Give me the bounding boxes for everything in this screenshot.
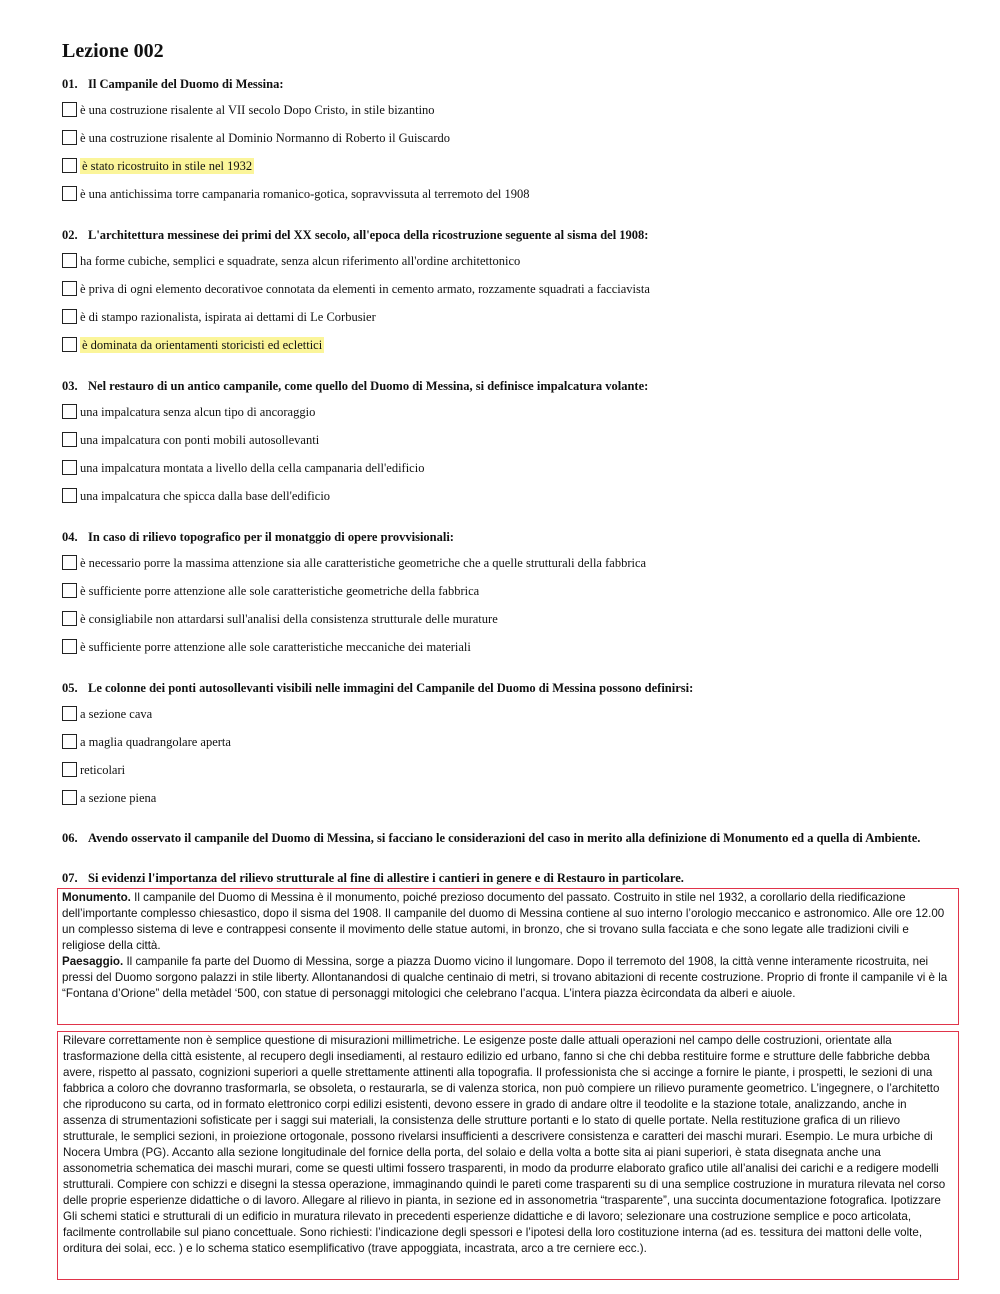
paesaggio-paragraph	[62, 954, 954, 1002]
question-number: 07.	[62, 871, 78, 885]
question-01	[62, 74, 962, 212]
paesaggio-text: Il campanile fa parte del Duomo di Messina, sorge a piazza Duomo vicino il lungomare. Dopo il terremoto del 1908, la città venne interamente ricostruita, nei pressi del Duomo sorgono palazzi in stile liberty. Allontanandosi di qualche centinaio di metri, si trovano abitazioni di recente costruzione. Proprio di fronte il campanile vi è la “Fontana d’Orione” della metàdel ‘500, con statue di personaggi mitologici che celebrano l’acqua. L’intera piazza ècircondata da alberi e aiuole.	[62, 955, 948, 1000]
answer-option[interactable]	[62, 732, 962, 760]
page-title: Lezione 002	[62, 40, 164, 62]
option-text: è una costruzione risalente al Dominio Normanno di Roberto il Guiscardo	[80, 131, 451, 145]
answer-option[interactable]	[62, 100, 962, 128]
answer-option[interactable]	[62, 486, 962, 514]
question-text: Si evidenzi l'importanza del rilievo strutturale al fine di allestire i cantieri in genere e di Restauro in particolare.	[88, 871, 684, 885]
question-heading	[62, 527, 962, 547]
answer-option-highlighted[interactable]	[62, 335, 962, 363]
answer-option[interactable]	[62, 307, 962, 335]
answer-option[interactable]	[62, 637, 962, 665]
answer-option[interactable]	[62, 553, 962, 581]
answer-option[interactable]	[62, 402, 962, 430]
checkbox[interactable]	[62, 583, 77, 598]
checkbox[interactable]	[62, 309, 77, 324]
checkbox[interactable]	[62, 281, 77, 296]
option-text: a sezione piena	[80, 791, 157, 805]
question-heading	[62, 376, 962, 396]
checkbox[interactable]	[62, 186, 77, 201]
question-07	[62, 871, 684, 886]
option-text: è una antichissima torre campanaria romanico-gotica, sopravvissuta al terremoto del 1908	[80, 187, 530, 201]
question-text: Nel restauro di un antico campanile, come quello del Duomo di Messina, si definisce impalcatura volante:	[88, 379, 649, 393]
question-heading	[62, 74, 962, 94]
checkbox[interactable]	[62, 253, 77, 268]
option-text: è sufficiente porre attenzione alle sole caratteristiche meccaniche dei materiali	[80, 640, 471, 654]
checkbox[interactable]	[62, 762, 77, 777]
option-text: a sezione cava	[80, 707, 153, 721]
option-text: una impalcatura che spicca dalla base dell'edificio	[80, 489, 331, 503]
option-text: una impalcatura senza alcun tipo di ancoraggio	[80, 405, 316, 419]
option-text: è priva di ogni elemento decorativoe connotata da elementi in cemento armato, rozzamente squadrati a facciavista	[80, 282, 650, 296]
option-text: una impalcatura montata a livello della cella campanaria dell'edificio	[80, 461, 425, 475]
question-text: Le colonne dei ponti autosollevanti visibili nelle immagini del Campanile del Duomo di Messina possono definirsi:	[88, 681, 694, 695]
answer-box-07[interactable]	[57, 1031, 959, 1280]
checkbox[interactable]	[62, 488, 77, 503]
question-text: In caso di rilievo topografico per il monatggio di opere provvisionali:	[88, 530, 454, 544]
question-number: 04.	[62, 530, 78, 544]
answer-option[interactable]	[62, 128, 962, 156]
question-number: 02.	[62, 228, 78, 242]
checkbox[interactable]	[62, 460, 77, 475]
option-text: è una costruzione risalente al VII secolo Dopo Cristo, in stile bizantino	[80, 103, 435, 117]
question-04	[62, 527, 962, 665]
answer-text: Rilevare correttamente non è semplice questione di misurazioni millimetriche. Le esigenze poste dalle attuali operazioni nel campo delle costruzioni, orientate alla trasformazione della città esistente, al recupero degli insediamenti, al restauro edilizio ed urbano, fanno si che chi debba restituire forme e strutture delle fabbriche debba avere, rispetto al passato, cognizioni superiori a quelle strettamente attinenti alla topografia. Il professionista che si accinge a fornire le piante, i prospetti, le sezioni di una fabbrica a coloro che dovranno trasformarla, se obsoleta, o restaurarla, se di valenza storica, non può compiere un rilievo puramente geometrico. L’ingegnere, o l’architetto che riproducono su carta, od in formato elettronico corpi edilizi esistenti, devono essere in grado di andare oltre il teodolite e la stazione totale, analizzando, anche in assenza di strumentazioni sofisticate per i saggi sui materiali, la consistenza delle strutture portanti e lo stato di quelle portate. Nella restituzione grafica di un rilievo strutturale, le semplici sezioni, in proiezione ortogonale, possono rivelarsi insufficienti a descrivere consistenza e caratteri dei maschi murari. Esempio. Le mura urbiche di Nocera Umbra (PG). Accanto alla sezione longitudinale del fornice della porta, del solaio e della volta a botte sita ai piani superiori, è stata disegnata anche una assonometria schematica dei maschi murari, come se questi ultimi fossero trasparenti, in modo da produrre elaborato grafico utile all’analisi dei carichi e a redigere modelli strutturali. Compiere con schizzi e disegni la stessa operazione, immaginando quindi le pareti come trasparenti su di una semplice costruzione in muratura rilevata nel corso delle proprie esperienze didattiche o di lavoro. Allegare al rilievo in pianta, in sezione ed in assonometria “trasparente”, una succinta documentazione fotografica. Ipotizzare Gli schemi statici e strutturali di un edificio in muratura rilevato in precedenti esperienze didattiche e di lavoro; selezionare una costruzione semplice e poco articolata, facilmente controllabile sul piano concettuale. Sono richiesti: l’indicazione degli spessori e l’ipotesi della loro costituzione interna (ad es. tessitura dei mattoni delle volte, orditura dei solai, ecc. ) e lo schema statico esemplificativo (trave appoggiata, incastrata, arco a tre cerniere ecc.).	[63, 1034, 946, 1255]
checkbox[interactable]	[62, 790, 77, 805]
answer-option[interactable]	[62, 704, 962, 732]
monumento-text: Il campanile del Duomo di Messina è il monumento, poiché prezioso documento del passato. Costruito in stile nel 1932, a corollario della riedificazione dell’importante complesso chiesastico, dopo il sisma del 1908. Il campanile del duomo di Messina contiene al suo interno l’orologio meccanico e astronomico. Alle ore 12.00 un complesso sistema di leve e contrappesi consente il movimento delle statue automi, in bronzo, che si trovano sulla facciata e che sono legate alle tradizioni civili e religiose della città.	[62, 891, 945, 952]
checkbox[interactable]	[62, 337, 77, 352]
option-text: reticolari	[80, 763, 126, 777]
question-number: 05.	[62, 681, 78, 695]
answer-option[interactable]	[62, 251, 962, 279]
answer-option[interactable]	[62, 184, 962, 212]
monumento-label: Monumento.	[62, 891, 131, 904]
checkbox[interactable]	[62, 611, 77, 626]
option-text: è stato ricostruito in stile nel 1932	[82, 159, 253, 173]
option-text: una impalcatura con ponti mobili autosollevanti	[80, 433, 320, 447]
checkbox[interactable]	[62, 130, 77, 145]
answer-box-06[interactable]	[57, 888, 959, 1025]
answer-option[interactable]	[62, 458, 962, 486]
option-text: è sufficiente porre attenzione alle sole caratteristiche geometriche della fabbrica	[80, 584, 480, 598]
checkbox[interactable]	[62, 102, 77, 117]
checkbox[interactable]	[62, 555, 77, 570]
question-03	[62, 376, 962, 514]
answer-option[interactable]	[62, 581, 962, 609]
question-number: 01.	[62, 77, 78, 91]
option-text: è di stampo razionalista, ispirata ai dettami di Le Corbusier	[80, 310, 376, 324]
answer-option[interactable]	[62, 279, 962, 307]
checkbox[interactable]	[62, 639, 77, 654]
question-text: Il Campanile del Duomo di Messina:	[88, 77, 284, 91]
option-text: ha forme cubiche, semplici e squadrate, senza alcun riferimento all'ordine architettonico	[80, 254, 521, 268]
answer-option[interactable]	[62, 430, 962, 458]
question-text: Avendo osservato il campanile del Duomo di Messina, si facciano le considerazioni del caso in merito alla definizione di Monumento ed a quella di Ambiente.	[88, 831, 921, 845]
checkbox[interactable]	[62, 734, 77, 749]
answer-option[interactable]	[62, 760, 962, 788]
checkbox[interactable]	[62, 706, 77, 721]
checkbox[interactable]	[62, 404, 77, 419]
checkbox[interactable]	[62, 432, 77, 447]
answer-option[interactable]	[62, 788, 962, 816]
question-number: 03.	[62, 379, 78, 393]
answer-option[interactable]	[62, 609, 962, 637]
option-text: a maglia quadrangolare aperta	[80, 735, 231, 749]
paesaggio-label: Paesaggio.	[62, 955, 124, 968]
option-text: è dominata da orientamenti storicisti ed eclettici	[82, 338, 323, 352]
option-text: è consigliabile non attardarsi sull'analisi della consistenza strutturale delle murature	[80, 612, 498, 626]
option-text: è necessario porre la massima attenzione sia alle caratteristiche geometriche che a quelle strutturali della fabbrica	[80, 556, 647, 570]
question-heading	[62, 225, 962, 245]
question-06	[62, 831, 920, 846]
question-text: L'architettura messinese dei primi del XX secolo, all'epoca della ricostruzione seguente al sisma del 1908:	[88, 228, 649, 242]
question-number: 06.	[62, 831, 78, 845]
question-heading	[62, 678, 962, 698]
answer-option-highlighted[interactable]	[62, 156, 962, 184]
question-05	[62, 678, 962, 816]
question-02	[62, 225, 962, 363]
checkbox[interactable]	[62, 158, 77, 173]
monumento-paragraph	[62, 890, 954, 954]
